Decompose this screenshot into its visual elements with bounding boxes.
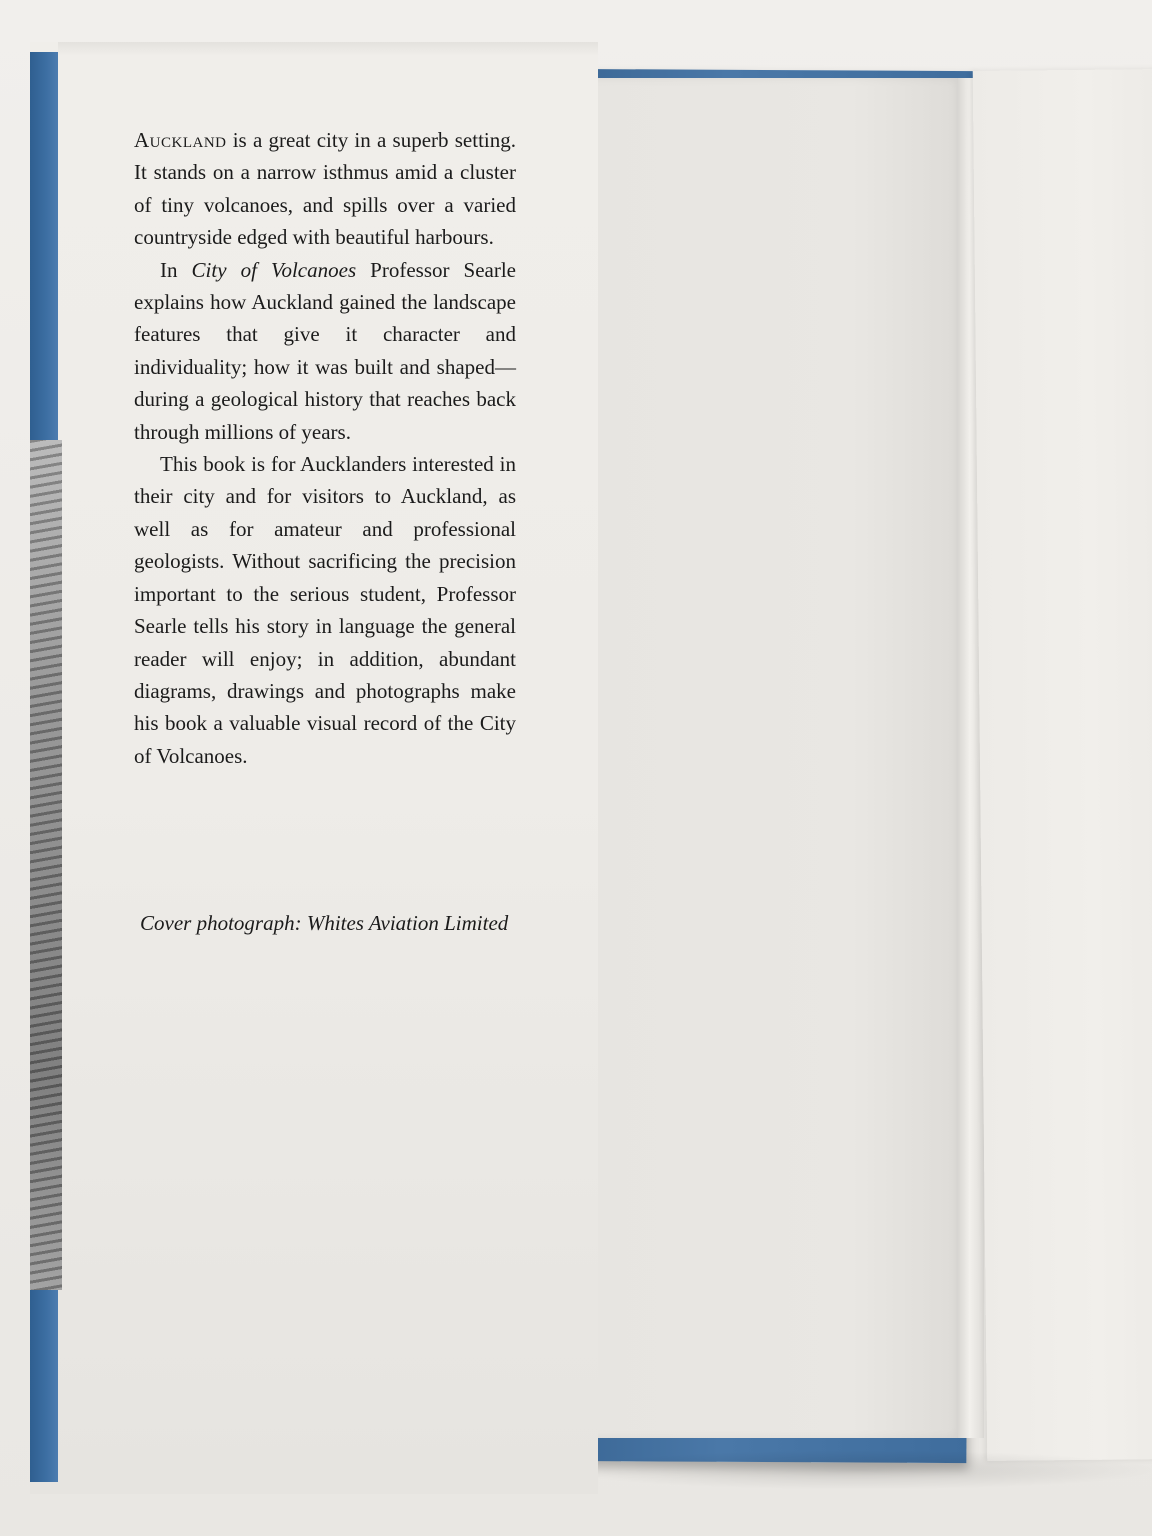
cover-photo-credit: Cover photograph: Whites Aviation Limited [140,911,509,935]
blurb-paragraph-1-text: is a great city in a superb setting. It stands on a narrow isthmus amid a cluster of tiny volcanoes, and spills over a varied countryside edged with beautiful harbours. [134,128,516,250]
blurb-paragraph-3: This book is for Aucklanders interested in their city and for visitors to Auckland, as well as for amateur and professional geologists. Without sacrificing the precision important to the serious student, Professor Searle tells his story in language the general reader will enjoy; in addition, abundant diagrams, drawings and photographs make his book a valuable visual record of the City of Volcanoes. [134,452,516,768]
blurb-paragraph-2 [134,254,516,448]
cover-photo-strip [30,440,62,1290]
blurb-paragraph-2-start: In [160,257,192,282]
book-title-italic: City of Volcanoes [191,257,357,282]
flap-top-edge [58,42,598,56]
flap-blurb [134,124,516,772]
title-page-edge [973,69,1152,1461]
show-through-text [1078,420,1152,452]
blurb-paragraph-1 [134,124,516,254]
endpaper-page [592,78,964,1438]
floor-shadow [560,1450,1152,1490]
blurb-lead-word: Auckland [134,128,227,152]
blurb-paragraph-2-text: Professor Searle explains how Auckland gained the landscape features that give it character and individuality; how it was built and shaped—during a geological history that reaches back through millions of years. [134,257,517,444]
